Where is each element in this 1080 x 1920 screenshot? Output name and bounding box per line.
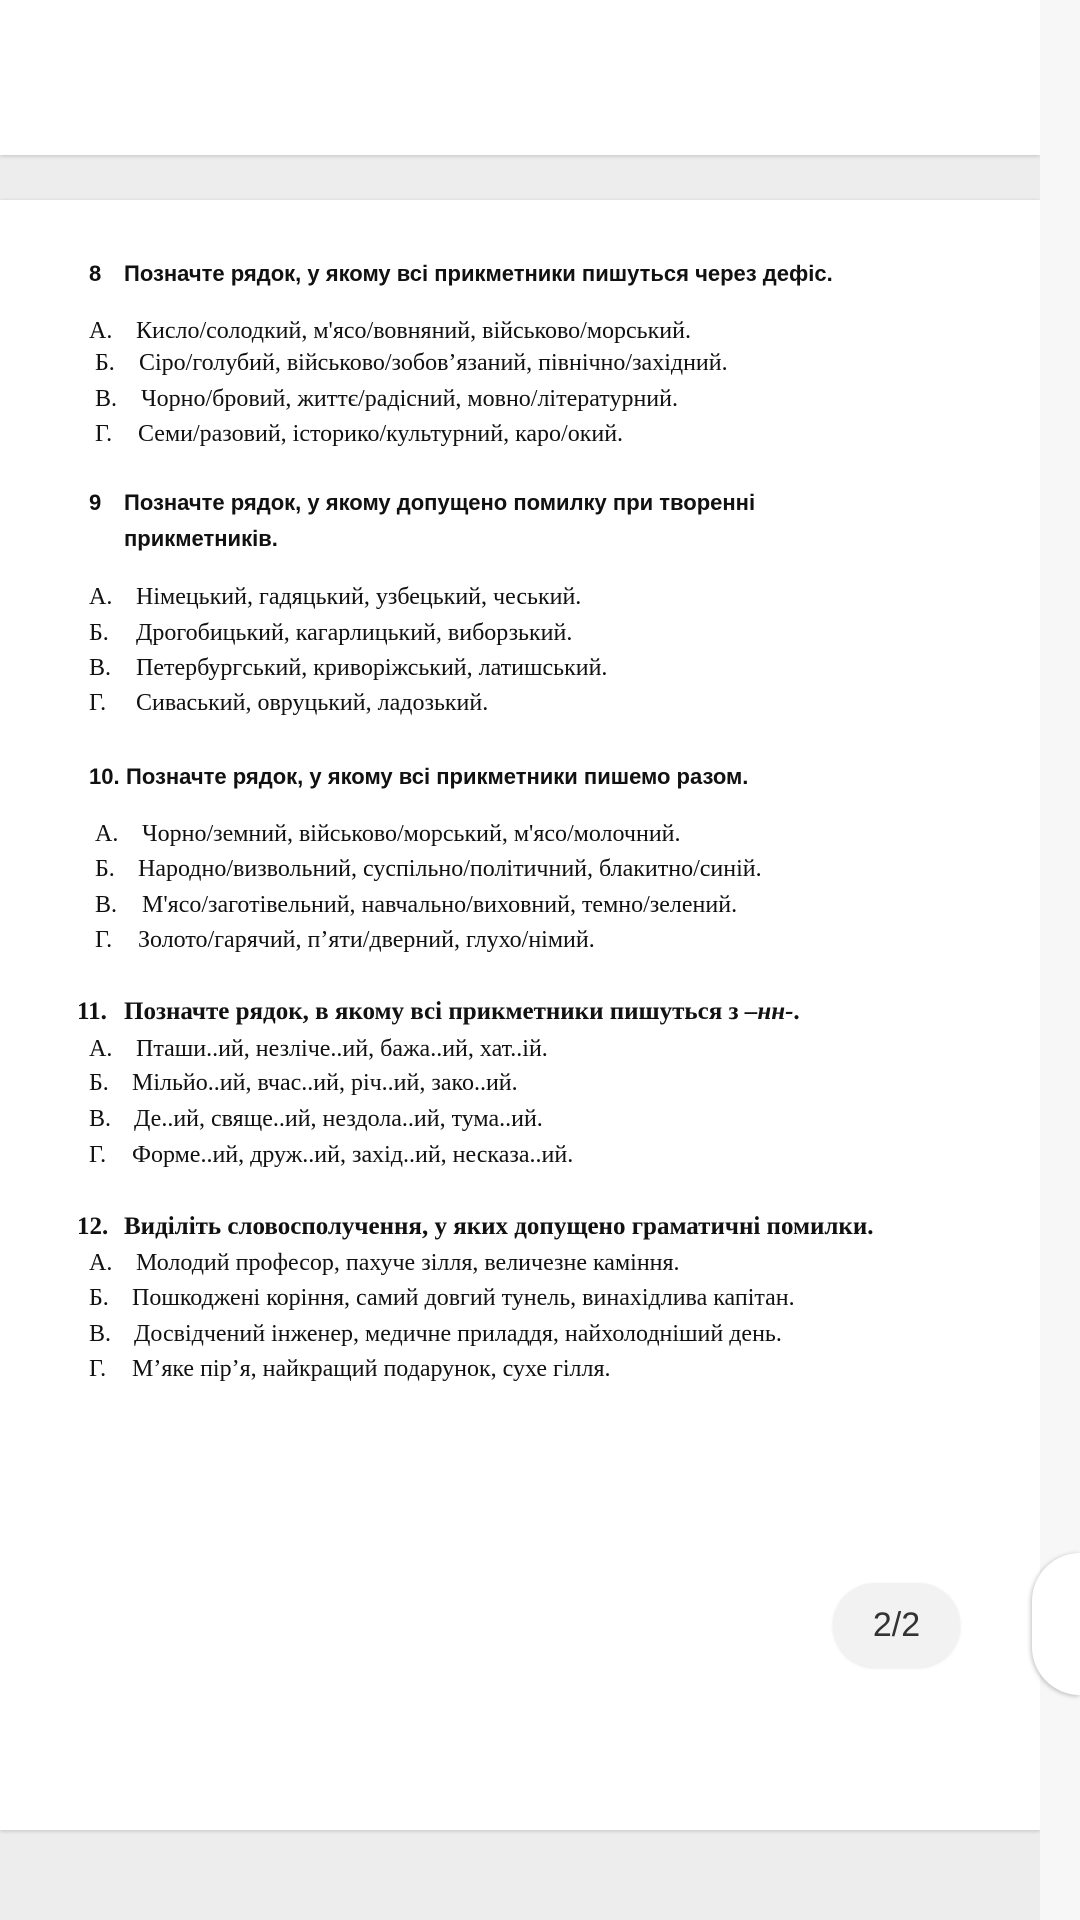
- option-text: Сіро/голубий, військово/зобов’язаний, північно/західний.: [139, 350, 728, 376]
- option-text: Сиваський, овруцький, ладозький.: [136, 690, 489, 716]
- option-letter: Г.: [89, 1142, 107, 1168]
- question-text-main: Позначте рядок, в якому всі прикметники пишуться з: [124, 998, 745, 1025]
- option-text: Петербургський, криворіжський, латишський.: [136, 655, 608, 681]
- fast-scroll-handle[interactable]: [1032, 1553, 1080, 1695]
- option-letter: Г.: [95, 421, 113, 447]
- option-letter: А.: [95, 821, 119, 847]
- option-letter: А.: [89, 1250, 113, 1276]
- option-text: Золото/гарячий, п’яти/дверний, глухо/німий.: [138, 927, 595, 953]
- option-text: Кисло/солодкий, м'ясо/вовняний, військово/морський.: [136, 318, 691, 344]
- option-text: Досвідчений інженер, медичне приладдя, найхолодніший день.: [134, 1321, 782, 1347]
- option-letter: Б.: [89, 1070, 109, 1096]
- question-text: Позначте рядок, у якому допущено помилку при творенні: [124, 490, 756, 515]
- option-letter: А.: [89, 584, 113, 610]
- option-text: Пошкоджені коріння, самий довгий тунель, винахідлива капітан.: [132, 1285, 795, 1311]
- page-indicator: 2/2: [833, 1583, 960, 1667]
- option-letter: В.: [95, 892, 118, 918]
- question-number: 9: [89, 490, 102, 515]
- question-text: Виділіть словосполучення, у яких допущено граматичні помилки.: [124, 1213, 874, 1240]
- option-text: Молодий професор, пахуче зілля, величезне каміння.: [136, 1250, 680, 1276]
- option-letter: Г.: [89, 690, 107, 716]
- question-text: [124, 995, 800, 1029]
- option-letter: Г.: [89, 1356, 107, 1382]
- question-text-suffix: –нн-: [744, 998, 794, 1025]
- option-text: Чорно/бровий, життє/радісний, мовно/літературний.: [141, 386, 678, 412]
- question-text: Позначте рядок, у якому всі прикметники пишуться через дефіс.: [124, 261, 833, 286]
- option-letter: Г.: [95, 927, 113, 953]
- option-text: Пташи..ий, незліче..ий, бажа..ий, хат..ій.: [136, 1036, 548, 1062]
- option-text: М'ясо/заготівельний, навчально/виховний, темно/зелений.: [142, 892, 738, 918]
- question-text: прикметників.: [124, 526, 278, 551]
- option-text: Німецький, гадяцький, узбецький, чеський.: [136, 584, 582, 610]
- option-letter: В.: [89, 1106, 112, 1132]
- previous-page: [0, 0, 1040, 155]
- option-text: Народно/визвольний, суспільно/політичний, блакитно/синій.: [138, 856, 762, 882]
- option-text: Де..ий, свяще..ий, нездола..ий, тума..ий.: [134, 1106, 543, 1132]
- option-letter: В.: [95, 386, 118, 412]
- option-letter: А.: [89, 318, 113, 344]
- question-number: 12.: [77, 1213, 109, 1240]
- option-text: Семи/разовий, історико/культурний, каро/окий.: [138, 421, 624, 447]
- option-text: М’яке пір’я, найкращий подарунок, сухе гілля.: [132, 1356, 611, 1382]
- option-letter: Б.: [95, 856, 115, 882]
- option-letter: Б.: [89, 1285, 109, 1311]
- option-letter: В.: [89, 1321, 112, 1347]
- question-number: 11.: [77, 998, 107, 1025]
- option-text: Дрогобицький, кагарлицький, виборзький.: [136, 620, 573, 646]
- option-text: Чорно/земний, військово/морський, м'ясо/молочний.: [142, 821, 681, 847]
- question-number: 10.: [89, 764, 120, 789]
- option-text: Форме..ий, друж..ий, захід..ий, несказа..ий.: [132, 1142, 574, 1168]
- option-text: Мільйо..ий, вчас..ий, річ..ий, зако..ий.: [132, 1070, 518, 1096]
- option-letter: Б.: [95, 350, 115, 376]
- option-letter: В.: [89, 655, 112, 681]
- option-letter: Б.: [89, 620, 109, 646]
- option-letter: А.: [89, 1036, 113, 1062]
- question-text: Позначте рядок, у якому всі прикметники пишемо разом.: [126, 764, 749, 789]
- question-number: 8: [89, 261, 102, 286]
- question-text-end: .: [793, 998, 800, 1025]
